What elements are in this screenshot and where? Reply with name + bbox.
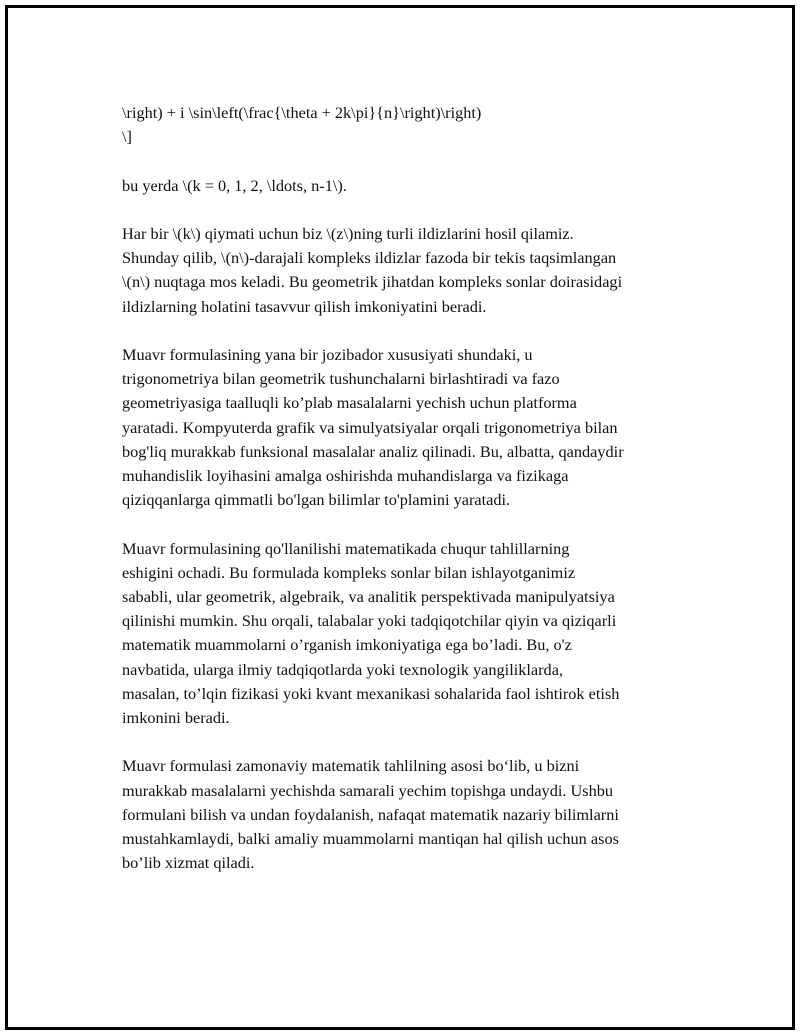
- paragraph-roots: Har bir \(k\) qiymati uchun biz \(z\)ning turli ildizlarini hosil qilamiz. Shunday qilib, \(n\)-darajali kompleks ildizlar fazoda bir tekis taqsimlangan \(n\) nuqtaga mos keladi. Bu geometrik jihatdan kompleks sonlar doirasidagi ildizlarning holatini tasavvur qilish imkoniyatini beradi.: [122, 223, 623, 316]
- paragraph-trigonometry: Muavr formulasining yana bir jozibador xususiyati shundaki, u trigonometriya bilan geometrik tushunchalarni birlashtiradi va fazo geometriyasiga taalluqli ko’plab masalalarni yechish uchun platforma yaratadi. Kompyuterda grafik va simulyatsiyalar orqali trigonometriya bilan bog'liq murakkab funksional masalalar analiz qilinadi. Bu, albatta, qandaydir muhandislik loyihasini amalga oshirishda muhandislarga va fizikaga qiziqqanlarga qimmatli bo'lgan bilimlar to'plamini yaratadi.: [122, 344, 624, 510]
- page-frame: [5, 5, 795, 1030]
- document-body: [122, 101, 722, 900]
- paragraph-conclusion: Muavr formulasi zamonaviy matematik tahlilning asosi bo‘lib, u bizni murakkab masalalarni yechishda samarali yechim topishga undaydi. Ushbu formulani bilish va undan foydalanish, nafaqat matematik nazariy bilimlarni mustahkamlaydi, balki amaliy muammolarni mantiqan hal qilish uchun asos bo’lib xizmat qiladi.: [122, 756, 619, 873]
- paragraph-k-range: bu yerda \(k = 0, 1, 2, \ldots, n-1\).: [122, 175, 347, 195]
- paragraph-applications: Muavr formulasining qo'llanilishi matematikada chuqur tahlillarning eshigini ochadi. Bu formulada kompleks sonlar bilan ishlayotganimiz sababli, ular geometrik, algebraik, va analitik perspektivada manipulyatsiya qilinishi mumkin. Shu orqali, talabalar yoki tadqiqotchilar qiyin va qiziqarli matematik muammolarni o’rganish imkoniyatiga ega bo’ladi. Bu, o'z navbatida, ularga ilmiy tadqiqotlarda yoki texnologik yangiliklarda, masalan, to’lqin fizikasi yoki kvant mexanikasi sohalarida faol ishtirok etish imkonini beradi.: [122, 538, 620, 728]
- paragraph-formula-tail: \right) + i \sin\left(\frac{\theta + 2k\pi}{n}\right)\right) \]: [122, 103, 482, 147]
